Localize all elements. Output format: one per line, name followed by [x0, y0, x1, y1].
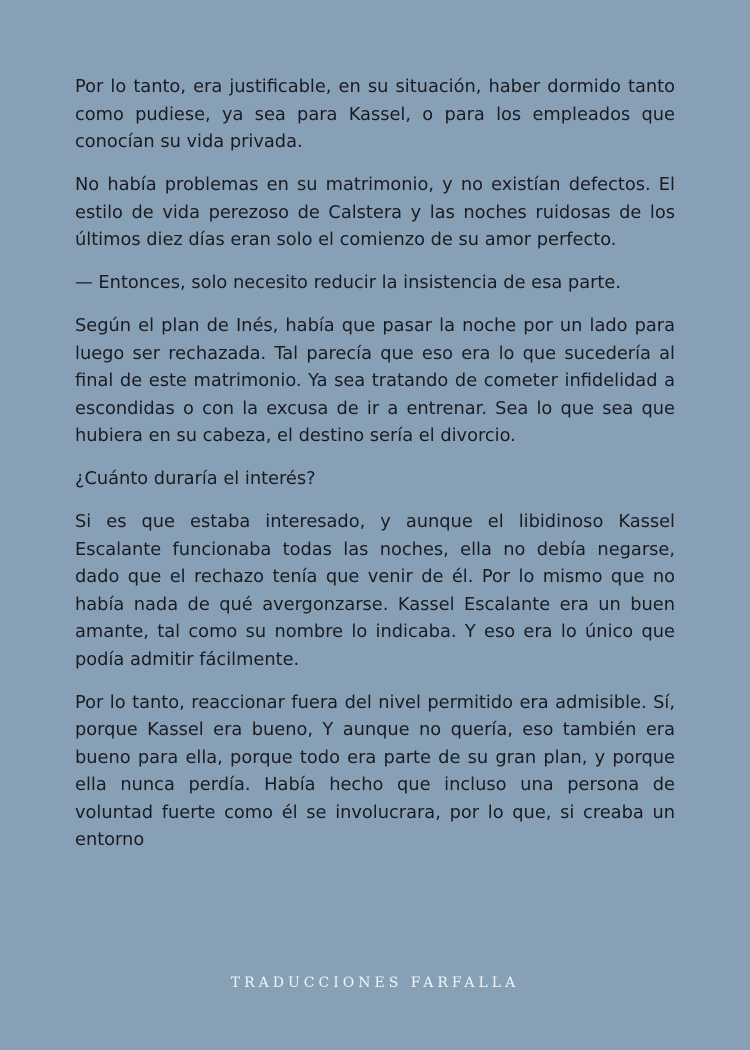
- paragraph-6: Si es que estaba interesado, y aunque el libidinoso Kassel Escalante funcionaba todas las noches, ella no debía negarse, dado que el rechazo tenía que venir de él. Por lo mismo que no había nada de qué avergonzarse. Kassel Escalante era un buen amante, tal como su nombre lo indicaba. Y eso era lo único que podía admitir fácilmente.: [75, 511, 675, 670]
- page-body-text: [75, 73, 675, 854]
- paragraph-2: No había problemas en su matrimonio, y no existían defectos. El estilo de vida perezoso de Calstera y las noches ruidosas de los últimos diez días eran solo el comienzo de su amor perfecto.: [75, 174, 675, 250]
- page-footer-credit: TRADUCCIONES FARFALLA: [230, 975, 520, 991]
- paragraph-3-dialogue: — Entonces, solo necesito reducir la insistencia de esa parte.: [75, 272, 621, 293]
- paragraph-1: Por lo tanto, era justificable, en su situación, haber dormido tanto como pudiese, ya sea para Kassel, o para los empleados que conocían su vida privada.: [75, 76, 675, 152]
- paragraph-4: Según el plan de Inés, había que pasar la noche por un lado para luego ser rechazada. Tal parecía que eso era lo que sucedería al final de este matrimonio. Ya sea tratando de cometer infidelidad a escondidas o con la excusa de ir a entrenar. Sea lo que sea que hubiera en su cabeza, el destino sería el divorcio.: [75, 315, 675, 446]
- paragraph-5-question: ¿Cuánto duraría el interés?: [75, 468, 316, 489]
- paragraph-7: Por lo tanto, reaccionar fuera del nivel permitido era admisible. Sí, porque Kassel era bueno, Y aunque no quería, eso también era bueno para ella, porque todo era parte de su gran plan, y porque ella nunca perdía. Había hecho que incluso una persona de voluntad fuerte como él se involucrara, por lo que, si creaba un entorno: [75, 691, 675, 850]
